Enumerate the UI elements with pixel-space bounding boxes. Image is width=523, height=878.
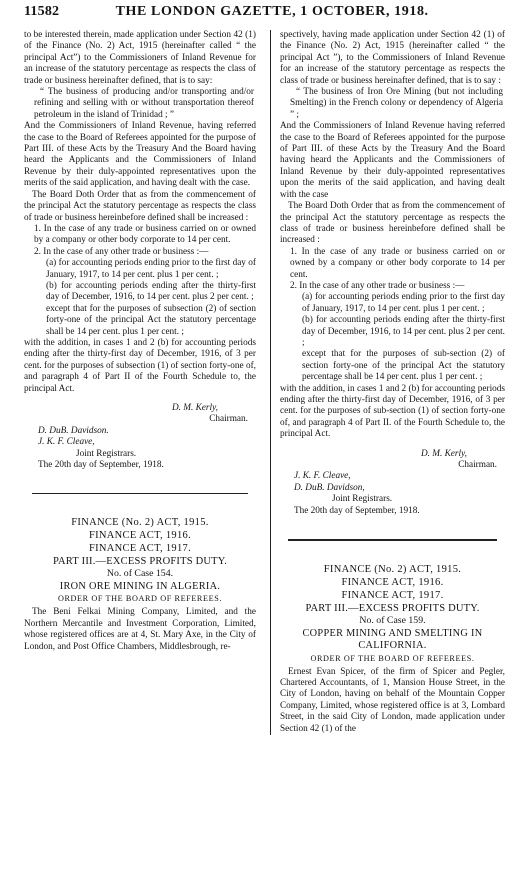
act-title: FINANCE ACT, 1917. — [88, 543, 192, 555]
paragraph: And the Commissioners of Inland Revenue having referred the case to the Board of Referees appointed for the purpose of Part III. of these Acts by the Treasury And the Board having heard the Applicants and the Commissioners of Inland Revenue by their duly-appointed representatives upon the merits of the said application, and having dealt with the case — [279, 121, 505, 200]
list-item: 2. In the case of any other trade or business :— — [34, 246, 209, 257]
paragraph: with the addition, in cases 1 and 2 (b) for accounting periods ending after the thirty-first day of December, 1916, of 3 per cent. for the purposes of subsection (1) of section forty-one of, and paragraph 4 of Part II of the Fourth Schedule to, the principal Act. — [24, 337, 256, 394]
masthead-title: THE LONDON GAZETTE, 1 OCTOBER, 1918. — [115, 4, 429, 19]
order-heading: ORDER OF THE BOARD OF REFEREES. — [57, 594, 222, 604]
act-title: FINANCE (No. 2) ACT, 1915. — [71, 517, 209, 529]
quoted-trade-definition: “ The business of Iron Ore Mining (but not including Smelting) in the French colony or dependency of Algeria ” ; — [289, 87, 503, 120]
notice-heading — [280, 563, 505, 665]
sub-item: (b) for accounting periods ending after the thirty-first day of December, 1916, to 14 per cent. plus 2 per cent. ; — [301, 315, 505, 348]
page-number: 11582 — [24, 4, 60, 19]
paragraph: The Board Doth Order that as from the commencement of the principal Act the statutory percentage as respects the class of trade or business hereinbefore defined shall be increased : — [279, 201, 505, 246]
paragraph: spectively, having made application under Section 42 (1) of the Finance (No. 2) Act, 1915 (hereinafter called “ the principal Act ”), to the Commissioners of Inland Revenue for an increase of the statutory percentage as respects the class of trade or business hereinafter defined, that is to say : — [279, 30, 505, 86]
paragraph: Ernest Evan Spicer, of the firm of Spicer and Pegler, Chartered Accountants, of 1, Mansion House Street, in the City of London, having on behalf of the Mountain Copper Company, Limited, whose registered office is at 3, Lombard Street, in the said City of London, made application under Section 42 (1) of the — [279, 666, 505, 734]
paragraph: And the Commissioners of Inland Revenue, having referred the case to the Board of Referees appointed for the purpose of Part III. of these Acts by the Treasury And the Board having heard the Applicants and the Commissioners of Inland Revenue by their duly-appointed representatives upon the merits of the said application, and having dealt with the case. — [24, 121, 256, 189]
signature-block — [24, 403, 256, 471]
page-header — [24, 4, 505, 30]
sub-item: (b) for accounting periods ending after the thirty-first day of December, 1916, to 14 per cent. plus 2 per cent. ; — [46, 280, 256, 303]
right-column — [270, 30, 505, 735]
section-divider — [32, 493, 248, 494]
joint-registrars-label: Joint Registrars. — [331, 494, 393, 505]
registrar-name: J. K. F. Cleave, — [38, 437, 95, 448]
sub-item: (a) for accounting periods ending prior to the first day of January, 1917, to 14 per cent. plus 1 per cent. ; — [301, 292, 505, 314]
exception-clause: except that for the purposes of subsection (2) of section forty-one of the principal Act the statutory percentage shall be 14 per cent. plus 1 per cent. ; — [46, 303, 256, 337]
registrar-name: D. DuB. Davidson, — [293, 482, 365, 493]
act-title: FINANCE (No. 2) ACT, 1915. — [323, 564, 462, 576]
part-title: PART III.—EXCESS PROFITS DUTY. — [52, 556, 228, 568]
chairman-title: Chairman. — [209, 414, 248, 425]
joint-registrars-label: Joint Registrars. — [76, 448, 137, 459]
case-number: No. of Case 154. — [106, 568, 174, 580]
case-title: IRON ORE MINING IN ALGERIA. — [59, 580, 221, 592]
list-item: 2. In the case of any other trade or business :— — [289, 280, 465, 291]
list-item: 1. In the case of any trade or business carried on or owned by a company or other body corporate to 14 per cent. — [34, 223, 256, 246]
list-item: 1. In the case of any trade or business carried on or owned by a company or other body corporate to 14 per cent. — [289, 246, 505, 280]
section-divider — [288, 539, 497, 541]
notice-heading — [24, 516, 256, 605]
case-title: COPPER MINING AND SMELTING IN CALIFORNIA. — [302, 627, 483, 652]
order-heading: ORDER OF THE BOARD OF REFEREES. — [310, 653, 475, 663]
registrar-name: J. K. F. Cleave, — [293, 471, 351, 482]
case-number: No. of Case 159. — [359, 615, 426, 627]
chairman-title: Chairman. — [458, 460, 497, 471]
signature-block — [280, 449, 505, 517]
exception-clause: except that for the purposes of sub-section (2) of section forty-one of the principal Act the statutory percentage shall be 14 per cent. plus 1 per cent. ; — [301, 349, 505, 383]
paragraph: The Board Doth Order that as from the commencement of the principal Act the statutory percentage as respects the class of trade or business hereinbefore defined shall be increased : — [24, 189, 256, 223]
paragraph: to be interested therein, made application under Section 42 (1) of the Finance (No. 2) Act, 1915 (hereinafter called “ the principal Act”) to the Commissioners of Inland Revenue for an increase of the statutory percentage as respects the class of trade or business hereinafter defined, that is to say: — [24, 30, 256, 86]
quoted-trade-definition: “ The business of producing and/or transporting and/or refining and selling with or without transportation thereof petroleum in the island of Trinidad ; ” — [34, 87, 254, 120]
sub-item: (a) for accounting periods ending prior to the first day of January, 1917, to 14 per cent. plus 1 per cent. ; — [46, 258, 256, 280]
chairman-name: D. M. Kerly, — [171, 403, 218, 413]
left-column — [24, 30, 256, 735]
columns — [24, 30, 505, 735]
act-title: FINANCE ACT, 1916. — [341, 577, 444, 589]
act-title: FINANCE ACT, 1917. — [341, 590, 444, 602]
part-title: PART III.—EXCESS PROFITS DUTY. — [305, 603, 480, 615]
act-title: FINANCE ACT, 1916. — [88, 530, 192, 542]
registrar-name: D. DuB. Davidson. — [38, 425, 109, 436]
order-date: The 20th day of September, 1918. — [293, 505, 420, 516]
chairman-name: D. M. Kerly, — [421, 448, 467, 459]
paragraph: The Beni Felkai Mining Company, Limited, and the Northern Mercantile and Investment Corporation, Limited, whose registered offices are at 4, St. Mary Axe, in the City of London, and Post Office Chambers, Middlesbrough, re- — [24, 607, 256, 652]
order-date: The 20th day of September, 1918. — [38, 460, 164, 471]
paragraph: with the addition, in cases 1 and 2 (b) for accounting periods ending after the thirty-first day of December, 1916, of 3 per cent. for the purposes of sub-section (1) of section forty-one of, and paragraph 4 of Part II. of the Fourth Schedule to, the principal Act. — [279, 383, 505, 440]
